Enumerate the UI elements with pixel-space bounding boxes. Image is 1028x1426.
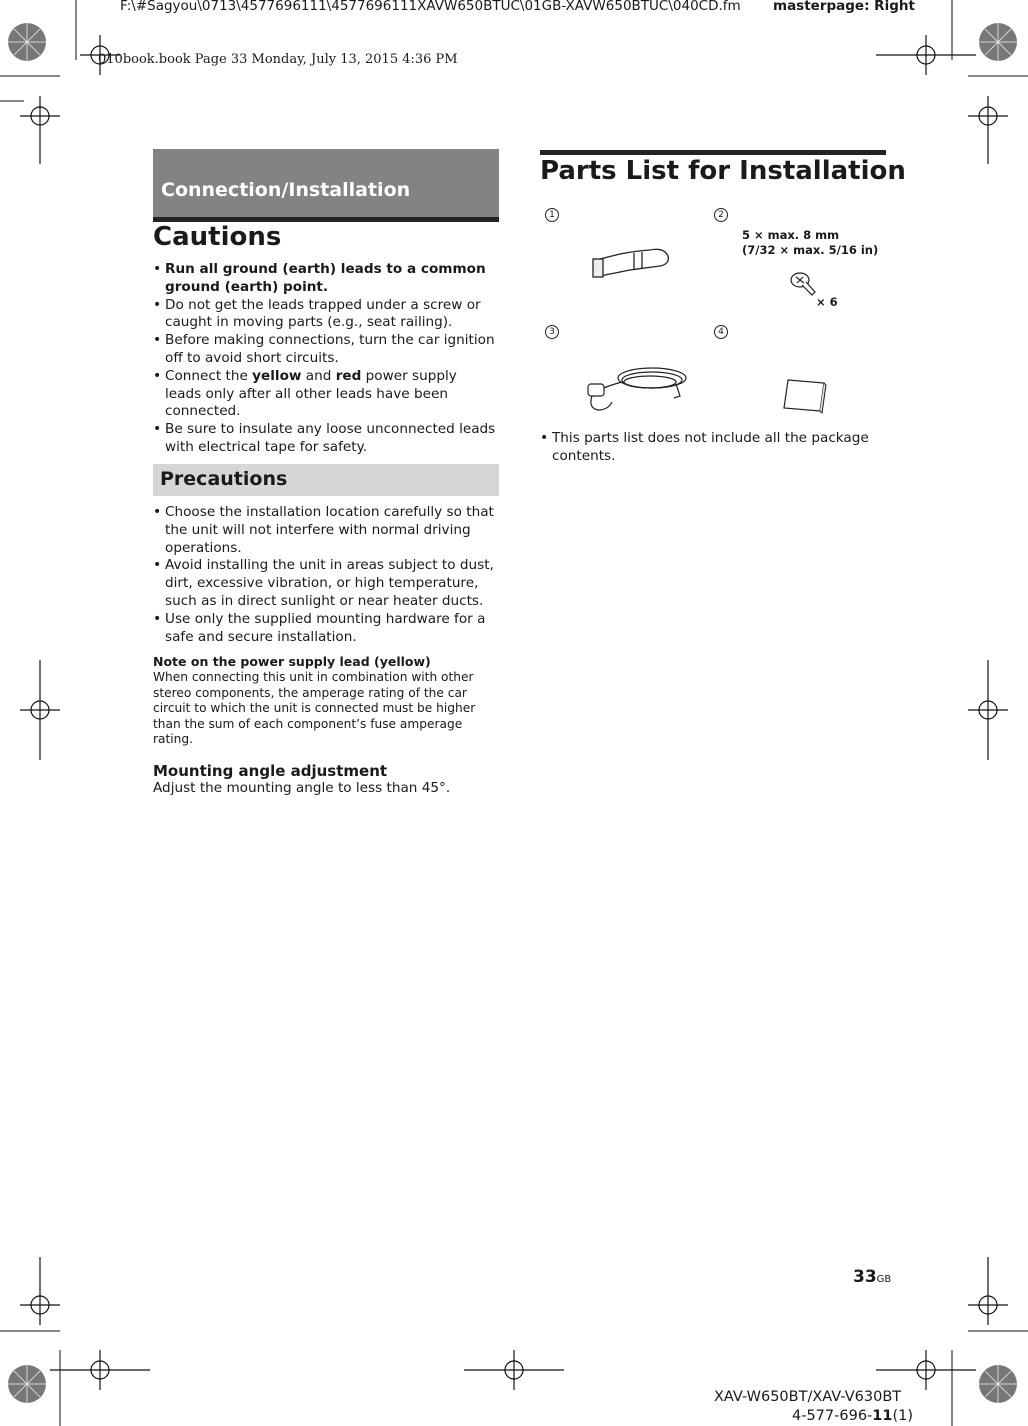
document-code: 4-577-696-11(1): [792, 1408, 914, 1424]
part-number-3: 3: [545, 325, 559, 339]
page-number: 33GB: [853, 1267, 892, 1287]
model-numbers: XAV-W650BT/XAV-V630BT: [714, 1389, 902, 1405]
cautions-heading: Cautions: [153, 222, 282, 252]
section-header: [153, 149, 499, 222]
microphone-cable-icon: [582, 358, 692, 418]
screw-spec-inch: (7/32 × max. 5/16 in): [742, 243, 879, 257]
screw-quantity: × 6: [816, 295, 838, 309]
manual-booklet-icon: [780, 375, 830, 415]
precautions-header: [153, 464, 499, 496]
parts-note-list: [540, 430, 884, 466]
mounting-text: Adjust the mounting angle to less than 45°.: [153, 780, 451, 796]
list-item: • Before making connections, turn the car ignition off to avoid short circuits.: [153, 332, 497, 368]
parts-heading: Parts List for Installation: [540, 156, 906, 186]
list-item: • Run all ground (earth) leads to a common ground (earth) point.: [153, 261, 497, 297]
list-item: • Choose the installation location carefully so that the unit will not interfere with normal driving operations.: [153, 504, 497, 557]
note-text: When connecting this unit in combination with other stereo components, the amperage rating of the car circuit to which the unit is connected must be higher than the sum of each component’s fuse amperage rating.: [153, 670, 476, 746]
parts-rule: [540, 150, 886, 155]
mounting-title: Mounting angle adjustment: [153, 762, 388, 780]
screw-spec-metric: 5 × max. 8 mm: [742, 228, 840, 242]
precautions-title: Precautions: [160, 468, 288, 490]
list-item: • Use only the supplied mounting hardware for a safe and secure installation.: [153, 611, 497, 647]
file-path: F:\#Sagyou\0713\4577696111\4577696111XAVW650BTUC\01GB-XAVW650BTUC\040CD.fm: [120, 0, 741, 14]
part-number-1: 1: [545, 208, 559, 222]
part-number-2: 2: [714, 208, 728, 222]
precautions-list: [153, 504, 497, 646]
list-item: • Avoid installing the unit in areas subject to dust, dirt, excessive vibration, or high temperature, such as in direct sunlight or near heater ducts.: [153, 557, 497, 610]
note-title: Note on the power supply lead (yellow): [153, 654, 431, 669]
section-title: Connection/Installation: [161, 179, 411, 201]
connector-cable-icon: [590, 242, 680, 282]
list-item: • Be sure to insulate any loose unconnected leads with electrical tape for safety.: [153, 421, 497, 457]
list-item: • Do not get the leads trapped under a screw or caught in moving parts (e.g., seat railing).: [153, 297, 497, 333]
screw-icon: [788, 268, 818, 298]
list-item: • Connect the yellow and red power supply leads only after all other leads have been connected.: [153, 368, 497, 421]
book-info-line: 010book.book Page 33 Monday, July 13, 2015 4:36 PM: [98, 52, 458, 67]
cautions-list: [153, 261, 497, 457]
masterpage-label: masterpage: Right: [773, 0, 915, 14]
part-number-4: 4: [714, 325, 728, 339]
list-item: • This parts list does not include all the package contents.: [540, 430, 884, 466]
